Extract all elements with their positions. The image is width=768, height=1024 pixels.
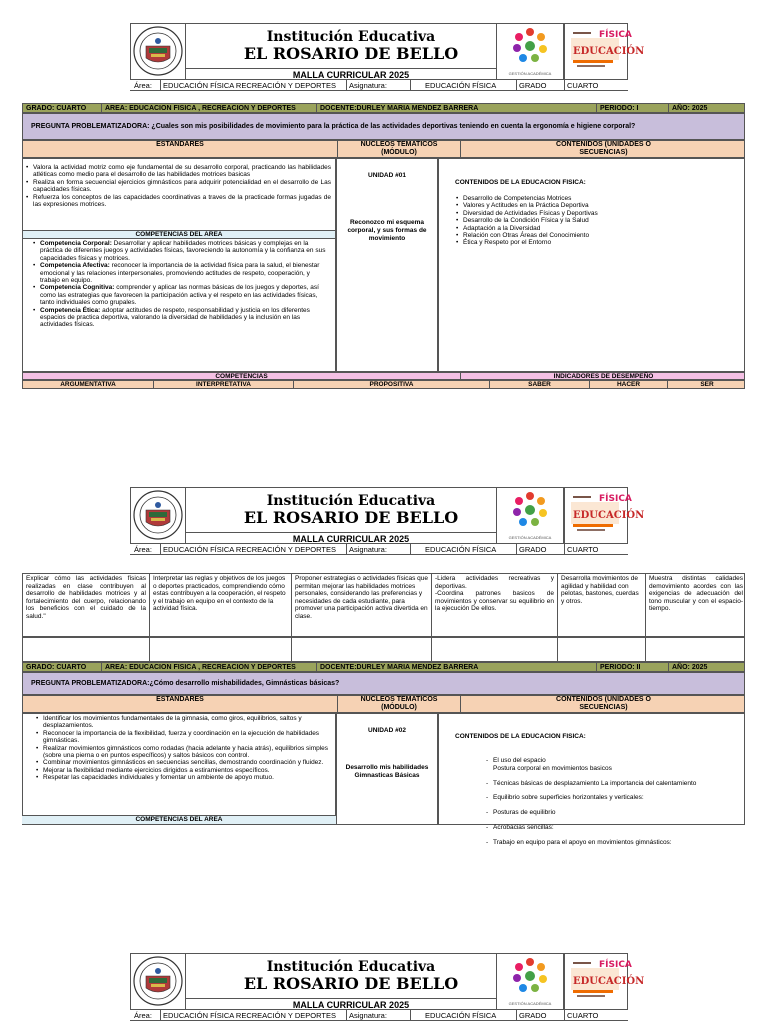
gestion-label: GESTIÓN ACADÉMICA bbox=[508, 535, 552, 540]
estandares-list-2 bbox=[35, 715, 331, 782]
grado-value: CUARTO bbox=[564, 1010, 598, 1021]
contenido-item: • Relación con Otras Áreas del Conocimiento bbox=[455, 232, 744, 239]
pregunta-row-1: PREGUNTA PROBLEMATIZADORA: ¿Cuales son mis posibilidades de movimiento para la práctica de las actividades deportivas teniendo en cuenta la ergonomía e higiene corporal? bbox=[22, 113, 745, 140]
asignatura-value: EDUCACIÓN FÍSICA bbox=[410, 544, 496, 555]
page-header-1 bbox=[130, 23, 645, 90]
svg-text:EDUCACIÓN: EDUCACIÓN bbox=[573, 976, 645, 987]
blank-cell bbox=[149, 638, 291, 661]
modulo-label: Reconozco mi esquema corporal, y sus formas de movimiento bbox=[347, 219, 427, 242]
modulo-label: Desarrollo mis habilidades Gimnasticas Básicas bbox=[345, 764, 429, 779]
malla-title: MALLA CURRICULAR 2025 bbox=[186, 532, 516, 545]
svg-text:EDUCACIÓN: EDUCACIÓN bbox=[573, 510, 645, 521]
area-value: EDUCACIÓN FÍSICA RECREACIÓN Y DEPORTES bbox=[160, 1010, 336, 1021]
institution-seal-logo bbox=[130, 487, 186, 544]
estandar-item: • Valora la actividad motriz como eje fundamental de su desarrollo corporal, practicando las habilidades atléticas como medio para el desarrollo de las habilidades motrices basicas bbox=[25, 164, 331, 179]
unidad-label: UNIDAD #01 bbox=[368, 172, 406, 179]
anio-cell: AÑO: 2025 bbox=[668, 104, 746, 112]
contenidos-title: CONTENIDOS DE LA EDUCACION FISICA: bbox=[455, 179, 586, 186]
docente-cell: DOCENTE:DURLEY MARIA MENDEZ BARRERA bbox=[316, 104, 596, 112]
title-box bbox=[186, 23, 516, 80]
svg-text:EDUCACIÓN: EDUCACIÓN bbox=[573, 46, 645, 57]
malla-title: MALLA CURRICULAR 2025 bbox=[186, 68, 516, 81]
argumentativa-cell: Explicar cómo las actividades físicas realizadas en clase contribuyen al desarrollo de habilidades motrices y al fortalecimiento del cuerpo, relacionando los beneficios con el cuidado de la salud." bbox=[26, 575, 146, 620]
contenidos-title: CONTENIDOS DE LA EDUCACION FISICA: bbox=[455, 733, 586, 740]
title-box bbox=[186, 487, 516, 544]
blank-row-2 bbox=[22, 637, 745, 662]
page-header-3 bbox=[130, 953, 645, 1020]
competencia-item: • Competencia Cognitiva: comprender y aplicar las normas básicas de los juegos y deportes, así como las estrategias que favorecen la participación activa y el respeto en las actividades físicas, tanto individuales como grupales. bbox=[32, 284, 330, 306]
svg-text:FÍSICA: FÍSICA bbox=[599, 30, 632, 40]
blank-cell bbox=[645, 638, 746, 661]
indicadores-label: INDICADORES DE DESEMPEÑO bbox=[460, 373, 746, 379]
contenido-item: • Valores y Actitudes en la Práctica Deportiva bbox=[455, 202, 744, 209]
estandares-header: ESTANDARES bbox=[156, 141, 204, 148]
nucleos-cell-1 bbox=[336, 158, 438, 372]
estandar-item: • Identificar los movimientos fundamentales de la gimnasia, como giros, equilibrios, saltos y desplazamientos. bbox=[35, 715, 331, 730]
estandar-item: • Combinar movimientos gimnásticos en secuencias sencillas, demostrando coordinación y fluidez. bbox=[35, 759, 331, 766]
institution-seal-logo bbox=[130, 953, 186, 1010]
area-label: Área: bbox=[134, 1011, 152, 1020]
educacion-fisica-wordcloud-logo bbox=[564, 487, 645, 544]
saber-cell: -Lidera actividades recreativas y deportivas. -Coordina patrones basicos de movimientos y conservar su equilibrio en la ejecución De ellos. bbox=[431, 574, 557, 636]
asignatura-label: Asignatura: bbox=[346, 80, 387, 91]
institution-title: Institución Educativa bbox=[266, 29, 436, 45]
asignatura-value: EDUCACIÓN FÍSICA bbox=[410, 1010, 496, 1021]
competencia-item: • Competencia Corporal: Desarrollar y aplicar habilidades motrices básicas y complejas en la práctica de diferentes juegos y actividades físicas, favoreciendo la autonomía y la confianza en sus capacidades físicas y motrices. bbox=[32, 240, 330, 262]
nucleos-header: NUCLEOS TEMATICOS (MÓDULO) bbox=[337, 141, 460, 157]
area-cell: AREA: EDUCACION FISICA , RECREACION Y DEPORTES bbox=[101, 104, 316, 112]
page-header-2 bbox=[130, 487, 645, 554]
grado-cell: GRADO: CUARTO bbox=[26, 664, 87, 671]
asignatura-label: Asignatura: bbox=[346, 1010, 387, 1021]
area-label: Área: bbox=[134, 545, 152, 554]
indicadores-row-2 bbox=[22, 573, 745, 637]
contenido-item: - Equilibrio sobre superficies horizontales y verticales: bbox=[485, 794, 744, 801]
grado-label: GRADO bbox=[516, 544, 547, 555]
subheaders-row bbox=[22, 380, 745, 389]
gestion-label: GESTIÓN ACADÉMICA bbox=[508, 71, 552, 76]
contenido-item: • Diversidad de Actividades Físicas y Deportivas bbox=[455, 210, 744, 217]
headers-row-1 bbox=[22, 140, 745, 158]
saber-header: SABER bbox=[489, 381, 589, 388]
contenidos-cell-2 bbox=[438, 713, 745, 846]
contenido-item: - El uso del espacio Postura corporal en movimientos basicos bbox=[485, 757, 744, 772]
contenidos-header: CONTENIDOS (UNIDADES O SECUENCIAS) bbox=[460, 696, 746, 712]
institution-seal-logo bbox=[130, 23, 186, 80]
estandares-cell-2 bbox=[22, 713, 336, 825]
educacion-fisica-wordcloud-logo bbox=[564, 23, 645, 80]
estandar-item: • Realizar movimientos gimnásticos como rodadas (hacia adelante y hacia atrás), equilibrios simples (sobre una pierna o en puntos específicos) y saltos básicos con control. bbox=[35, 745, 331, 760]
contenido-item: • Desarrollo de la Condición Física y la Salud bbox=[455, 217, 744, 224]
contenidos-list-1 bbox=[455, 195, 744, 247]
docente-cell: DOCENTE:DURLEY MARIA MENDEZ BARRERA bbox=[316, 663, 596, 671]
area-label: Área: bbox=[134, 81, 152, 90]
anio-cell: AÑO: 2025 bbox=[668, 663, 746, 671]
area-line bbox=[130, 544, 628, 555]
headers-row-2 bbox=[22, 695, 745, 713]
contenido-item: • Adaptación a la Diversidad bbox=[455, 225, 744, 232]
blank-cell bbox=[291, 638, 431, 661]
estandares-header: ESTANDARES bbox=[156, 696, 204, 703]
institution-title: Institución Educativa bbox=[266, 493, 436, 509]
nucleos-header: NUCLEOS TEMATICOS (MÓDULO) bbox=[337, 696, 460, 712]
competencia-item: • Competencia Ética: adoptar actitudes de respeto, responsabilidad y justicia en los diferentes espacios de practica deportiva, valorando la diversidad de habilidades y la inclusión en las actividades físicas. bbox=[32, 307, 330, 329]
area-value: EDUCACIÓN FÍSICA RECREACIÓN Y DEPORTES bbox=[160, 544, 336, 555]
area-cell: AREA: EDUCACION FISICA , RECREACION Y DEPORTES bbox=[101, 663, 316, 671]
periodo-cell: PERIODO: I bbox=[596, 104, 668, 112]
blank-cell bbox=[431, 638, 557, 661]
contenidos-header: CONTENIDOS (UNIDADES O SECUENCIAS) bbox=[460, 141, 746, 157]
argumentativa-header: ARGUMENTATIVA bbox=[60, 381, 116, 388]
institution-name: EL ROSARIO DE BELLO bbox=[243, 508, 459, 527]
hacer-header: HACER bbox=[589, 381, 667, 388]
interpretativa-header: INTERPRETATIVA bbox=[153, 381, 293, 388]
gestion-academica-logo bbox=[496, 487, 564, 544]
propositiva-cell: Proponer estrategias o actividades físicas que permitan mejorar las habilidades motrices personales, considerando las preferencias y necesidades de cada estudiante, para promover una participación activa divertida en clase. bbox=[291, 574, 431, 636]
estandar-item: • Reconocer la importancia de la flexibilidad, fuerza y coordinación en la ejecución de habilidades gimnásticas. bbox=[35, 730, 331, 745]
contenido-item: - Posturas de equilibrio bbox=[485, 809, 744, 816]
competencias-label: COMPETENCIAS bbox=[215, 373, 268, 380]
unidad-label: UNIDAD #02 bbox=[368, 727, 406, 734]
contenido-item: • Ética y Respeto por el Entorno bbox=[455, 239, 744, 246]
estandar-item: • Realiza en forma secuencial ejercicios gimnásticos para adquirir potencialidad en el desarrollo de Las capacidades físicas. bbox=[25, 179, 331, 194]
gestion-label: GESTIÓN ACADÉMICA bbox=[508, 1001, 552, 1006]
info-row-2 bbox=[22, 662, 745, 672]
contenido-item: • Desarrollo de Competencias Motrices bbox=[455, 195, 744, 202]
ser-header: SER bbox=[667, 381, 746, 388]
svg-text:FÍSICA: FÍSICA bbox=[599, 960, 632, 970]
competencias-indicadores-row bbox=[22, 372, 745, 380]
competencias-area-label-2: COMPETENCIAS DEL AREA bbox=[22, 815, 336, 824]
area-value: EDUCACIÓN FÍSICA RECREACIÓN Y DEPORTES bbox=[160, 80, 336, 91]
competencia-item: • Competencia Afectiva: reconocer la importancia de la actividad física para la salud, el bienestar emocional y las relaciones interpersonales, promoviendo actitudes de respeto, cooperación, y trabajo en equipo. bbox=[32, 262, 330, 284]
grado-cell: GRADO: CUARTO bbox=[26, 105, 87, 112]
blank-cell bbox=[23, 638, 149, 661]
info-row-1 bbox=[22, 103, 745, 113]
grado-label: GRADO bbox=[516, 80, 547, 91]
svg-text:FÍSICA: FÍSICA bbox=[599, 494, 632, 504]
blank-cell bbox=[557, 638, 645, 661]
interpretativa-cell: Interpretar las reglas y objetivos de los juegos o deportes practicados, comprendiendo cómo estas contribuyen a la cooperación, el respeto y el trabajo en equipo en el contexto de la actividad física. bbox=[149, 574, 291, 636]
institution-name: EL ROSARIO DE BELLO bbox=[243, 44, 459, 63]
institution-title: Institución Educativa bbox=[266, 959, 436, 975]
propositiva-header: PROPOSITIVA bbox=[293, 381, 489, 388]
grado-value: CUARTO bbox=[564, 544, 598, 555]
gestion-academica-logo bbox=[496, 953, 564, 1010]
periodo-cell: PERIODO: II bbox=[596, 663, 668, 671]
contenido-item: - Acrobacias sencillas: bbox=[485, 824, 744, 831]
pregunta-row-2: PREGUNTA PROBLEMATIZADORA:¿Cómo desarrollo mishabilidades, Gimnásticas básicas? bbox=[22, 672, 745, 695]
asignatura-value: EDUCACIÓN FÍSICA bbox=[410, 80, 496, 91]
malla-title: MALLA CURRICULAR 2025 bbox=[186, 998, 516, 1011]
area-line bbox=[130, 1010, 628, 1021]
hacer-cell: Desarrolla movimientos de agilidad y habilidad con pelotas, bastones, cuerdas y otros. bbox=[557, 574, 645, 636]
estandar-item: • Refuerza los conceptos de las capacidades coordinativas a traves de la practicade formas jugadas de las expresiones motrices. bbox=[25, 194, 331, 209]
contenidos-list-2 bbox=[455, 750, 744, 854]
contenido-item: - Trabajo en equipo para el apoyo en movimientos gimnásticos: bbox=[485, 839, 744, 846]
contenidos-cell-1 bbox=[438, 158, 745, 372]
institution-name: EL ROSARIO DE BELLO bbox=[243, 974, 459, 993]
educacion-fisica-wordcloud-logo bbox=[564, 953, 645, 1010]
estandares-list-1 bbox=[25, 164, 331, 208]
ser-cell: Muestra distintas calidades demovimiento acordes con las exigencias de adecuación del tono muscular y con el espacio- tiempo. bbox=[645, 574, 746, 636]
estandar-item: • Mejorar la flexibilidad mediante ejercicios dirigidos a estiramientos específicos. bbox=[35, 767, 331, 774]
asignatura-label: Asignatura: bbox=[346, 544, 387, 555]
nucleos-cell-2 bbox=[336, 713, 438, 825]
grado-value: CUARTO bbox=[564, 80, 598, 91]
gestion-academica-logo bbox=[496, 23, 564, 80]
title-box bbox=[186, 953, 516, 1010]
competencias-list-1 bbox=[24, 240, 330, 329]
estandar-item: • Respetar las capacidades individuales y fomentar un ambiente de apoyo mutuo. bbox=[35, 774, 331, 781]
area-line bbox=[130, 80, 628, 91]
grado-label: GRADO bbox=[516, 1010, 547, 1021]
contenido-item: - Técnicas básicas de desplazamiento La importancia del calentamiento bbox=[485, 780, 744, 787]
competencias-area-label-1: COMPETENCIAS DEL AREA bbox=[22, 230, 336, 239]
